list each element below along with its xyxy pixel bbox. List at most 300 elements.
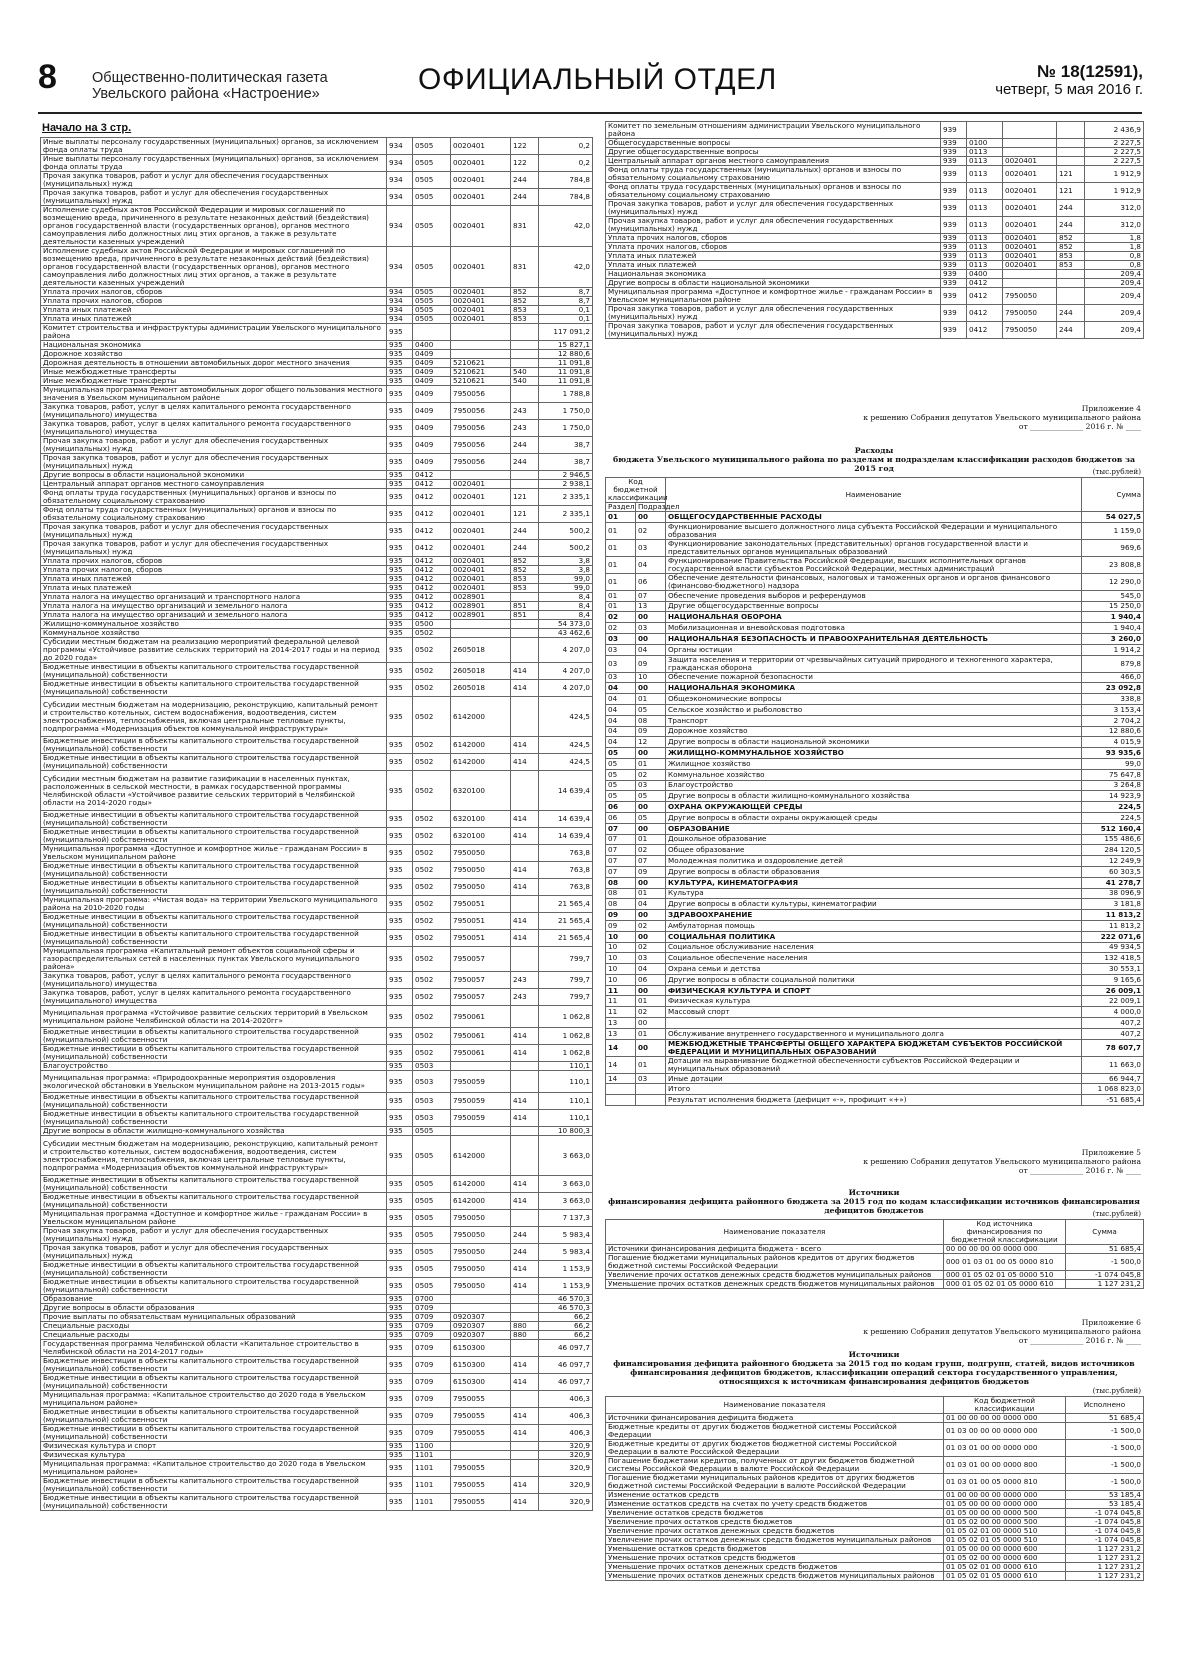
table-cell: ОХРАНА ОКРУЖАЮЩЕЙ СРЕДЫ: [666, 802, 1082, 813]
table-cell: -1 074 045,8: [1066, 1536, 1144, 1545]
table-cell: 414: [511, 1093, 539, 1110]
table-cell: 935: [387, 1261, 413, 1278]
table-cell: 0020401: [1003, 243, 1057, 252]
table-cell: 0020401: [451, 306, 511, 315]
table-cell: 414: [511, 913, 539, 930]
table-cell: Уплата прочих налогов, сборов: [606, 243, 941, 252]
table-cell: 49 934,5: [1082, 942, 1144, 953]
table-cell: 939: [941, 279, 967, 288]
table-cell: 934: [387, 172, 413, 189]
table-cell: 0503: [413, 1071, 451, 1093]
table-row: [606, 512, 1144, 523]
table-cell: [511, 480, 539, 489]
table-cell: 0412: [413, 593, 451, 602]
table-cell: 10: [606, 942, 636, 953]
table-cell: Исполнение судебных актов Российской Федерации и мировых соглашений по возмещению вреда, причиненного в результате незаконных действий (бездействия) органов государственной власти (государственных органов), органов местного самоуправления либо должностных лиц этих органов, а также в результате деятельности казенных учреждений: [41, 247, 387, 288]
table-cell: 935: [387, 896, 413, 913]
table-cell: 04: [636, 644, 666, 655]
app5-col-name: Наименование показателя: [606, 1220, 944, 1245]
table-cell: 939: [941, 122, 967, 139]
table-cell: 7950051: [451, 913, 511, 930]
table-cell: 09: [636, 655, 666, 672]
table-cell: [511, 324, 539, 341]
table-row: [41, 879, 593, 896]
table-cell: 14 639,4: [539, 811, 593, 828]
table-cell: Прочая закупка товаров, работ и услуг для обеспечения государственных (муниципальных) нужд: [41, 454, 387, 471]
table-cell: 01 05 02 00 00 0000 600: [944, 1554, 1066, 1563]
header-rule: [38, 112, 1142, 114]
table-cell: 0113: [967, 148, 1003, 157]
table-cell: 939: [941, 322, 967, 339]
table-cell: НАЦИОНАЛЬНАЯ ЭКОНОМИКА: [666, 683, 1082, 694]
table-cell: 13: [636, 601, 666, 612]
table-cell: 122: [511, 138, 539, 155]
table-cell: 1101: [413, 1477, 451, 1494]
table-cell: 38,7: [539, 454, 593, 471]
table-cell: 7950055: [451, 1494, 511, 1511]
table-cell: -1 074 045,8: [1066, 1527, 1144, 1536]
table-row: [606, 834, 1144, 845]
table-cell: 0709: [413, 1425, 451, 1442]
app6-table: [605, 1396, 1144, 1581]
table-cell: 6320100: [451, 811, 511, 828]
table-row: [606, 655, 1144, 672]
table-cell: Изменение остатков средств: [606, 1491, 944, 1500]
table-cell: 6150300: [451, 1374, 511, 1391]
table-cell: 0505: [413, 1176, 451, 1193]
table-row: [41, 1425, 593, 1442]
table-cell: 110,1: [539, 1071, 593, 1093]
table-row: [41, 247, 593, 288]
table-cell: 414: [511, 1045, 539, 1062]
table-cell: 4 207,0: [539, 680, 593, 697]
table-cell: 01: [636, 834, 666, 845]
table-cell: 3 663,0: [539, 1136, 593, 1176]
table-cell: 0502: [413, 989, 451, 1006]
table-cell: Прочая закупка товаров, работ и услуг для обеспечения государственных (муниципальных) нужд: [41, 189, 387, 206]
table-cell: 414: [511, 811, 539, 828]
table-cell: 01 00 00 00 00 0000 000: [944, 1491, 1066, 1500]
table-cell: Другие общегосударственные вопросы: [666, 601, 1082, 612]
table-cell: Уплата прочих налогов, сборов: [41, 297, 387, 306]
table-cell: 0020401: [1003, 217, 1057, 234]
table-cell: 0412: [413, 557, 451, 566]
table-cell: 01 05 02 01 05 0000 610: [944, 1572, 1066, 1581]
table-cell: Погашение бюджетами кредитов, полученных от других бюджетов бюджетной системы Российской Федерации в валюте Российской Федерации: [606, 1457, 944, 1474]
table-cell: 3 663,0: [539, 1176, 593, 1193]
table-cell: Жилищное хозяйство: [666, 758, 1082, 769]
table-cell: 500,2: [539, 523, 593, 540]
table-cell: 0113: [967, 234, 1003, 243]
table-cell: 121: [511, 506, 539, 523]
table-cell: 00: [636, 985, 666, 996]
table-cell: 0505: [413, 1136, 451, 1176]
table-cell: 10: [636, 672, 666, 683]
table-row: [41, 155, 593, 172]
table-cell: 10: [606, 964, 636, 975]
table-cell: 320,9: [539, 1477, 593, 1494]
table-cell: 935: [387, 506, 413, 523]
table-cell: Источники финансирования дефицита бюджета: [606, 1414, 944, 1423]
issue-number: № 18(12591),: [1037, 62, 1143, 81]
table-cell: 935: [387, 947, 413, 972]
table-cell: 0409: [413, 437, 451, 454]
table-cell: 06: [606, 802, 636, 813]
table-cell: 7950050: [451, 1227, 511, 1244]
table-cell: Иные выплаты персоналу государственных (муниципальных) органов, за исключением фонда оплаты труда: [41, 155, 387, 172]
table-cell: 935: [387, 1136, 413, 1176]
table-cell: Органы юстиции: [666, 644, 1082, 655]
table-cell: [1003, 270, 1057, 279]
table-cell: 01 03 01 00 05 0000 810: [944, 1474, 1066, 1491]
table-cell: 0400: [413, 341, 451, 350]
table-cell: Фонд оплаты труда государственных (муниципальных) органов и взносы по обязательному социальному страхованию: [606, 183, 941, 200]
table-cell: 51 685,4: [1066, 1414, 1144, 1423]
table-cell: 00: [636, 1018, 666, 1029]
table-cell: [636, 1084, 666, 1095]
table-cell: 935: [387, 386, 413, 403]
table-cell: 22 009,1: [1082, 996, 1144, 1007]
table-cell: 209,4: [1085, 305, 1144, 322]
table-cell: 935: [387, 359, 413, 368]
table-cell: [1057, 270, 1085, 279]
table-cell: 935: [387, 584, 413, 593]
table-cell: Массовый спорт: [666, 1007, 1082, 1018]
table-cell: 799,7: [539, 989, 593, 1006]
table-cell: 6142000: [451, 1136, 511, 1176]
table-cell: Бюджетные инвестиции в объекты капитального строительства государственной (муниципальной) собственности: [41, 1093, 387, 1110]
table-row: [606, 1474, 1144, 1491]
table-row: [606, 899, 1144, 910]
table-cell: 6150300: [451, 1357, 511, 1374]
table-cell: 3,8: [539, 566, 593, 575]
table-row: [606, 964, 1144, 975]
table-cell: 0505: [413, 315, 451, 324]
table-cell: Бюджетные инвестиции в объекты капитального строительства государственной (муниципальной) собственности: [41, 1494, 387, 1511]
table-cell: 2 704,2: [1082, 715, 1144, 726]
table-cell: [1003, 279, 1057, 288]
table-cell: 0709: [413, 1322, 451, 1331]
table-cell: 0,8: [1085, 252, 1144, 261]
table-cell: Бюджетные инвестиции в объекты капитального строительства государственной (муниципальной) собственности: [41, 1425, 387, 1442]
table-cell: 6320100: [451, 771, 511, 811]
table-cell: 243: [511, 403, 539, 420]
table-cell: Источники финансирования дефицита бюджета - всего: [606, 1245, 944, 1254]
table-cell: 01: [636, 1056, 666, 1073]
table-cell: 939: [941, 261, 967, 270]
table-cell: 03: [606, 672, 636, 683]
table-cell: 10: [606, 974, 636, 985]
table-row: [41, 1408, 593, 1425]
table-cell: 312,0: [1085, 200, 1144, 217]
app4-table: [605, 477, 1144, 1106]
table-cell: 03: [606, 644, 636, 655]
table-cell: 02: [636, 920, 666, 931]
table-cell: 799,7: [539, 972, 593, 989]
table-cell: 851: [511, 611, 539, 620]
table-cell: 935: [387, 1110, 413, 1127]
table-cell: 0020401: [451, 315, 511, 324]
table-cell: 784,8: [539, 189, 593, 206]
app5-label-line3: от ______________ 2016 г. № ____: [1018, 1166, 1141, 1175]
table-cell: 935: [387, 368, 413, 377]
table-row: [41, 437, 593, 454]
app6-col-code: Код бюджетной классификации: [944, 1397, 1066, 1414]
table-cell: 414: [511, 737, 539, 754]
table-cell: 8,7: [539, 297, 593, 306]
table-cell: Прочая закупка товаров, работ и услуг для обеспечения государственных (муниципальных) нужд: [606, 305, 941, 322]
table-cell: 1 068 823,0: [1082, 1084, 1144, 1095]
table-cell: 935: [387, 1304, 413, 1313]
table-cell: Культура: [666, 888, 1082, 899]
table-cell: 244: [1057, 305, 1085, 322]
table-cell: Другие вопросы в области национальной экономики: [606, 279, 941, 288]
table-cell: 00: [636, 823, 666, 834]
table-row: [41, 1127, 593, 1136]
table-cell: Субсидии местным бюджетам на модернизацию, реконструкцию, капитальный ремонт и строительство котельных, систем водоснабжения, водоотведения, систем электроснабжения, теплоснабжения, включая центральные тепловые пункты, подпрограмма «Модернизация объектов коммунальной инфраструктуры»: [41, 697, 387, 737]
table-cell: 54 027,5: [1082, 512, 1144, 523]
table-cell: 04: [606, 704, 636, 715]
table-cell: 244: [1057, 217, 1085, 234]
table-cell: 53 185,4: [1066, 1491, 1144, 1500]
table-cell: 0412: [967, 322, 1003, 339]
table-cell: 4 015,9: [1082, 737, 1144, 748]
table-cell: 1 912,9: [1085, 166, 1144, 183]
table-cell: 14 639,4: [539, 828, 593, 845]
table-cell: [511, 947, 539, 972]
table-cell: 0020401: [451, 138, 511, 155]
table-cell: 853: [511, 575, 539, 584]
table-cell: 0020401: [451, 506, 511, 523]
table-cell: 939: [941, 139, 967, 148]
table-cell: 12 880,6: [539, 350, 593, 359]
table-cell: Национальная экономика: [606, 270, 941, 279]
table-cell: 05: [636, 812, 666, 823]
table-cell: 21 565,4: [539, 930, 593, 947]
table-cell: Функционирование высшего должностного лица субъекта Российской Федерации и муниципального образования: [666, 522, 1082, 539]
table-cell: 2 436,9: [1085, 122, 1144, 139]
table-row: [606, 856, 1144, 867]
table-cell: 0113: [967, 166, 1003, 183]
table-cell: 7950050: [451, 1244, 511, 1261]
table-cell: 935: [387, 1062, 413, 1071]
table-cell: 04: [606, 715, 636, 726]
table-cell: 244: [1057, 322, 1085, 339]
table-cell: 7950051: [451, 896, 511, 913]
table-cell: 0412: [967, 279, 1003, 288]
table-cell: 414: [511, 1357, 539, 1374]
table-row: [606, 322, 1144, 339]
table-cell: [1057, 139, 1085, 148]
table-cell: 04: [606, 737, 636, 748]
table-cell: 93 935,6: [1082, 748, 1144, 759]
table-cell: 6142000: [451, 754, 511, 771]
table-cell: 0502: [413, 845, 451, 862]
table-cell: 7950055: [451, 1460, 511, 1477]
table-cell: Сельское хозяйство и рыболовство: [666, 704, 1082, 715]
table-cell: 0409: [413, 420, 451, 437]
table-cell: Дошкольное образование: [666, 834, 1082, 845]
table-cell: 935: [387, 350, 413, 359]
table-row: [606, 1572, 1144, 1581]
table-cell: 10 800,3: [539, 1127, 593, 1136]
table-row: [606, 931, 1144, 942]
table-row: [41, 324, 593, 341]
app6-title-line1: Источники: [848, 1350, 900, 1359]
table-cell: [511, 629, 539, 638]
table-cell: Мобилизационная и вневойсковая подготовка: [666, 623, 1082, 634]
table-cell: [451, 1127, 511, 1136]
table-cell: 935: [387, 1093, 413, 1110]
table-cell: 414: [511, 862, 539, 879]
table-cell: Прочая закупка товаров, работ и услуг для обеспечения государственных (муниципальных) нужд: [41, 1227, 387, 1244]
table-cell: 414: [511, 1425, 539, 1442]
table-row: [41, 489, 593, 506]
table-cell: Уплата иных платежей: [606, 261, 941, 270]
table-cell: 00: [636, 748, 666, 759]
table-cell: 935: [387, 377, 413, 386]
table-cell: Бюджетные кредиты от других бюджетов бюджетной системы Российской Федерации в валюте Российской Федерации: [606, 1440, 944, 1457]
table-row: [606, 1028, 1144, 1039]
table-cell: Комитет строительства и инфраструктуры администрации Увельского муниципального района: [41, 324, 387, 341]
table-cell: 03: [636, 780, 666, 791]
table-cell: 7950057: [451, 947, 511, 972]
table-row: [41, 1357, 593, 1374]
table-cell: Уменьшение прочих остатков денежных средств бюджетов: [606, 1563, 944, 1572]
table-cell: 243: [511, 420, 539, 437]
table-cell: 8,4: [539, 611, 593, 620]
table-cell: 852: [511, 566, 539, 575]
table-row: [41, 1261, 593, 1278]
table-cell: 15 250,0: [1082, 601, 1144, 612]
table-row: [41, 454, 593, 471]
table-row: [606, 1084, 1144, 1095]
table-cell: 935: [387, 575, 413, 584]
table-cell: 12 249,9: [1082, 856, 1144, 867]
table-cell: 6142000: [451, 737, 511, 754]
app6-label: [641, 1318, 1141, 1345]
table-cell: [511, 1127, 539, 1136]
table-cell: 0412: [967, 305, 1003, 322]
table-cell: 935: [387, 593, 413, 602]
table-row: [41, 206, 593, 247]
table-cell: Фонд оплаты труда государственных (муниципальных) органов и взносы по обязательному социальному страхованию: [41, 506, 387, 523]
table-cell: 06: [606, 812, 636, 823]
table-cell: 99,0: [539, 584, 593, 593]
table-cell: 935: [387, 663, 413, 680]
table-row: [41, 403, 593, 420]
table-row: [606, 769, 1144, 780]
table-cell: Другие вопросы в области жилищно-коммунального хозяйства: [666, 791, 1082, 802]
table-cell: 5210621: [451, 377, 511, 386]
table-cell: 1 127 231,2: [1066, 1554, 1144, 1563]
table-cell: 934: [387, 189, 413, 206]
table-cell: 414: [511, 1278, 539, 1295]
newspaper-name: [92, 70, 328, 102]
table-row: [606, 539, 1144, 556]
issue-info: [995, 63, 1143, 98]
table-cell: 7950050: [451, 845, 511, 862]
table-cell: 42,0: [539, 247, 593, 288]
table-cell: 5210621: [451, 359, 511, 368]
table-cell: 0505: [413, 1278, 451, 1295]
table-cell: 2605018: [451, 663, 511, 680]
table-cell: 6142000: [451, 697, 511, 737]
table-cell: 243: [511, 972, 539, 989]
table-cell: Специальные расходы: [41, 1322, 387, 1331]
table-cell: 935: [387, 1340, 413, 1357]
table-cell: 66,2: [539, 1331, 593, 1340]
table-cell: 0502: [413, 930, 451, 947]
app4-col-name: Наименование: [666, 478, 1082, 512]
table-cell: 0412: [413, 489, 451, 506]
table-cell: 99,0: [1082, 758, 1144, 769]
table-cell: 939: [941, 200, 967, 217]
table-cell: [451, 1295, 511, 1304]
table-cell: 935: [387, 862, 413, 879]
table-cell: 2605018: [451, 638, 511, 663]
table-cell: 0502: [413, 697, 451, 737]
table-cell: 853: [511, 584, 539, 593]
table-row: [606, 791, 1144, 802]
table-cell: 935: [387, 1442, 413, 1451]
table-row: [606, 683, 1144, 694]
table-cell: Центральный аппарат органов местного самоуправления: [606, 157, 941, 166]
table-row: [41, 845, 593, 862]
table-cell: 01: [636, 996, 666, 1007]
table-cell: 000 01 05 02 01 05 0000 510: [944, 1271, 1066, 1280]
table-cell: 939: [941, 252, 967, 261]
table-cell: 00: [636, 1039, 666, 1056]
table-cell: Муниципальная программа: «Природоохранные мероприятия оздоровления экологической обстановки в Увельском муниципальном районе на 2013-2015 годы»: [41, 1071, 387, 1093]
table-cell: 0709: [413, 1408, 451, 1425]
table-cell: Закупка товаров, работ, услуг в целях капитального ремонта государственного (муниципального) имущества: [41, 972, 387, 989]
issue-date: четверг, 5 мая 2016 г.: [995, 81, 1143, 98]
table-cell: КУЛЬТУРА, КИНЕМАТОГРАФИЯ: [666, 877, 1082, 888]
table-cell: 935: [387, 1460, 413, 1477]
table-cell: 939: [941, 270, 967, 279]
table-row: [41, 1193, 593, 1210]
table-cell: Прочие выплаты по обязательствам муниципальных образований: [41, 1313, 387, 1322]
table-cell: 0020401: [451, 480, 511, 489]
table-cell: 0412: [413, 584, 451, 593]
table-row: [606, 1056, 1144, 1073]
table-cell: 0709: [413, 1357, 451, 1374]
table-cell: 424,5: [539, 737, 593, 754]
table-cell: Фонд оплаты труда государственных (муниципальных) органов и взносы по обязательному социальному страхованию: [41, 489, 387, 506]
table-cell: Уплата налога на имущество организаций и транспортного налога: [41, 593, 387, 602]
table-cell: Бюджетные инвестиции в объекты капитального строительства государственной (муниципальной) собственности: [41, 862, 387, 879]
table-row: [41, 1071, 593, 1093]
table-cell: Бюджетные инвестиции в объекты капитального строительства государственной (муниципальной) собственности: [41, 663, 387, 680]
table-cell: Дорожное хозяйство: [666, 726, 1082, 737]
table-cell: 03: [636, 953, 666, 964]
table-cell: 23 092,8: [1082, 683, 1144, 694]
table-cell: 1 127 231,2: [1066, 1545, 1144, 1554]
table-row: [606, 288, 1144, 305]
app4-units: (тыс.рублей): [1092, 467, 1141, 476]
table-cell: Уменьшение остатков средств бюджетов: [606, 1545, 944, 1554]
table-cell: 0505: [413, 1227, 451, 1244]
table-cell: 0412: [413, 575, 451, 584]
table-cell: 0028901: [451, 611, 511, 620]
app5-label-line2: к решению Собрания депутатов Увельского муниципального района: [863, 1157, 1141, 1166]
table-row: [606, 1095, 1144, 1106]
table-cell: 51 685,4: [1066, 1245, 1144, 1254]
table-cell: 04: [636, 899, 666, 910]
table-cell: 784,8: [539, 172, 593, 189]
table-cell: 0028901: [451, 602, 511, 611]
